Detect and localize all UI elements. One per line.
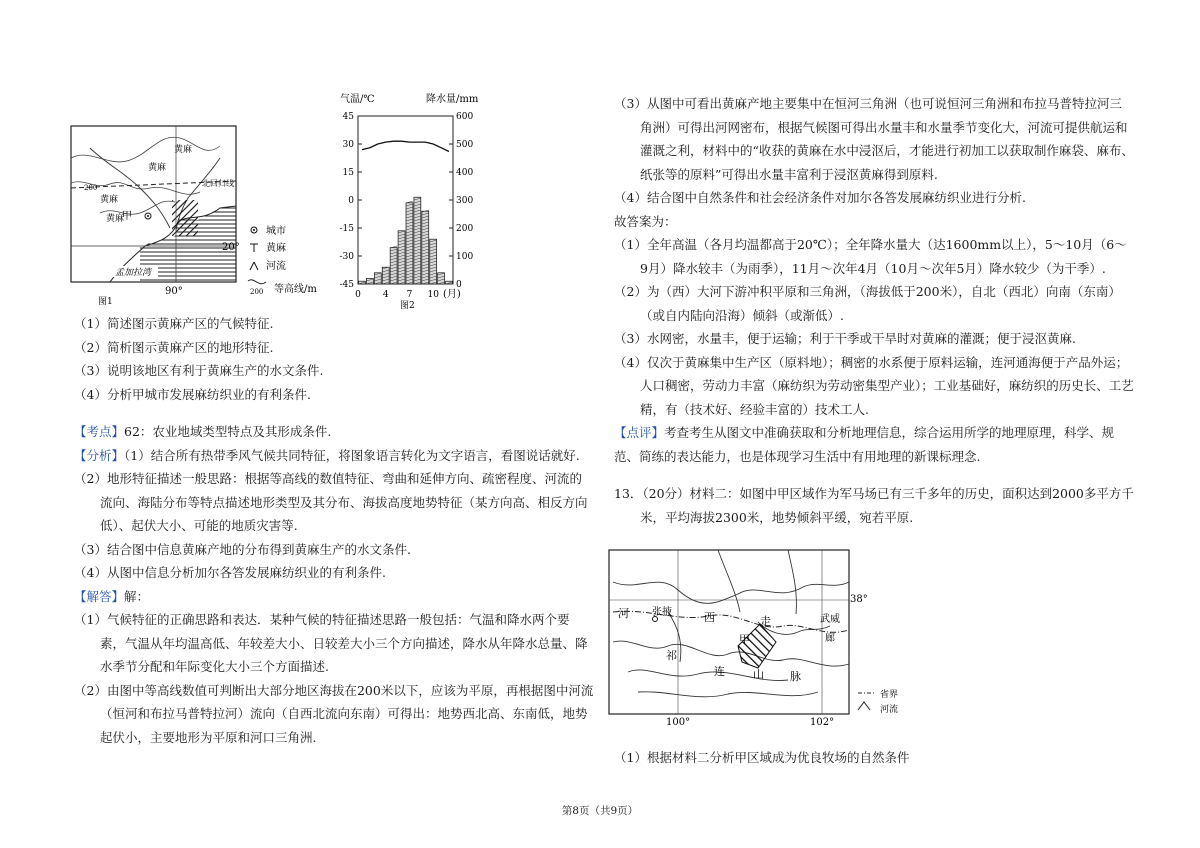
answer-analysis-4: （4）结合图中自然条件和社会经济条件对加尔各答发展麻纺织业进行分析.	[614, 190, 1026, 205]
y-right-tick-label: 200	[456, 224, 474, 234]
y-left-tick-label: -30	[339, 252, 354, 262]
y-right-tick-label: 600	[456, 112, 474, 122]
question-13-part-1: （1）根据材料二分析甲区域成为优良牧场的自然条件	[614, 750, 910, 765]
x-unit-label: (月)	[443, 289, 461, 300]
question-4: （4）分析甲城市发展麻纺织业的有利条件.	[74, 386, 311, 402]
jute-legend-icon	[250, 244, 258, 252]
y-right-tick-label: 400	[456, 168, 474, 178]
contour-legend-icon	[248, 280, 266, 284]
y-left-tick-label: 15	[342, 168, 354, 178]
map-label: 走	[760, 615, 771, 628]
figure-2-caption: 图2	[400, 301, 415, 310]
x-tick-label: 7	[406, 290, 413, 300]
jute-symbol: 黄麻	[100, 195, 119, 205]
answer-heading: 故答案为：	[614, 213, 677, 229]
legend-city-label: 城市	[266, 226, 286, 237]
y-right-tick-label: 100	[456, 252, 474, 262]
river-legend-icon	[250, 262, 258, 270]
jieda-tag: 【解答】	[74, 588, 125, 604]
legend-jute-label: 黄麻	[266, 243, 286, 254]
figure-3-map	[608, 542, 913, 728]
x-tick-label: 4	[382, 290, 389, 300]
map-label: 连	[714, 665, 725, 678]
legend-boundary-label: 省界	[880, 690, 899, 700]
y-left-tick-label: -15	[339, 224, 354, 234]
fenxi-paragraph	[74, 444, 594, 468]
question-13: 13．（20分）材料二：如图中甲区域作为军马场已有三千多年的历史，面积达到2000多平方千米，平均海拔2300米，地势倾斜平缓，宛若平原.	[614, 486, 1134, 525]
lon-label: 102°	[810, 717, 835, 728]
fenxi-item-4: （4）从图中信息分析加尔各答发展麻纺织业的有利条件.	[74, 565, 386, 580]
y-left-tick-label: 30	[342, 140, 354, 150]
temperature-line	[362, 141, 449, 151]
right-axis-title: 降水量/mm	[426, 94, 479, 105]
kaodian-tag: 【考点】	[74, 424, 125, 439]
lon-label: 100°	[666, 717, 691, 728]
legend-river-label: 河流	[266, 261, 286, 272]
map-label: 脉	[790, 670, 801, 683]
jute-symbol: 黄麻	[174, 145, 193, 155]
dianping-tag: 【点评】	[614, 425, 665, 440]
map-label: 西	[704, 611, 715, 624]
jieda-item-1: （1）气候特征的正确思路和表达．某种气候的特征描述思路一般包括：气温和降水两个要素，气温从年均温高低、年较差大小、日较差大小三个方向描述，降水从年降水总量、降水季节分配和年际变化大小三个方面描述.	[74, 612, 588, 674]
answer-1: （1）全年高温（各月均温都高于20℃）；全年降水量大（达1600mm以上），5～10月（6～9月）降水较丰（为雨季），11月～次年4月（10月～次年5月）降水较少（为干季）.	[614, 237, 1127, 276]
answer-4: （4）仅次于黄麻集中生产区（原料地）；稠密的水系便于原料运输，连河通海便于产品外运；人口稠密，劳动力丰富（麻纺织为劳动密集型产业）；工业基础好，麻纺织的历史长、工艺精，有（技术好、经验丰富的）技术工人.	[614, 354, 1134, 417]
jieda-paragraph	[74, 585, 594, 609]
map-label: 河	[618, 607, 629, 620]
bay-label: 孟加拉湾	[115, 268, 152, 278]
lon-label: 90°	[165, 286, 183, 297]
map-label: 山	[753, 668, 764, 681]
legend-contour-label: 等高线/m	[274, 284, 317, 295]
y-left-tick-label: 0	[348, 196, 354, 206]
map-label: 张掖	[652, 607, 672, 618]
lat-label: 20°	[222, 242, 240, 253]
legend-contour-value: 200	[250, 288, 264, 296]
y-right-tick-label: 500	[456, 140, 474, 150]
precipitation-bar	[382, 267, 389, 284]
legend-river-label: 河流	[880, 705, 899, 715]
x-tick-label: 10	[427, 290, 439, 300]
answer-2: （2）为（西）大河下游冲积平原和三角洲，（海拔低于200米），自北（西北）向南（东南）（或自内陆向沿海）倾斜（或渐低）.	[614, 284, 1121, 323]
precipitation-bar	[430, 239, 437, 284]
left-column	[74, 312, 594, 749]
figure-2-climate-chart	[330, 88, 495, 310]
lat-label: 38°	[850, 594, 868, 605]
y-left-tick-label: 45	[342, 112, 354, 122]
fenxi-item-2: （2）地形特征描述一般思路：根据等高线的数值特征、弯曲和延伸方向、疏密程度、河流的流向、海陆分布等特点描述地形类型及其分布、海拔高度地势特征（某方向高、相反方向低）、起伏大小、可能的地质灾害等.	[74, 471, 588, 533]
fenxi-tag: 【分析】	[74, 447, 125, 463]
answer-analysis-3: （3）从图中可看出黄麻产地主要集中在恒河三角洲（也可说恒河三角洲和布拉马普特拉河三角洲）可得出河网密布，根据气候图可得出水量丰和水量季节变化大，河流可提供航运和灌溉之利，材料中的“收获的黄麻在水中浸沤后，才能进行初加工以获取制作麻袋、麻布、纸张等的原料”可得出水量丰富利于浸沤黄麻得到原料.	[614, 96, 1134, 182]
map-label: 祁	[666, 649, 677, 662]
jute-symbol: 黄麻	[148, 163, 167, 173]
x-tick-label: 0	[355, 290, 361, 300]
dianping-paragraph	[614, 421, 1134, 468]
contour-label: 200	[84, 184, 98, 192]
figure-1-caption: 图1	[98, 297, 113, 307]
answer-3: （3）水网密，水量丰，便于运输；利于干季或干旱时对黄麻的灌溉；便于浸沤黄麻.	[614, 331, 1076, 346]
tropic-label: 北回归线	[202, 179, 234, 188]
question-2: （2）简析图示黄麻产区的地形特征.	[74, 339, 274, 355]
city-label: 甲	[122, 211, 132, 222]
question-1: （1）简述图示黄麻产区的气候特征.	[74, 316, 274, 331]
y-right-tick-label: 300	[456, 196, 474, 206]
kaodian-text: 62：农业地域类型特点及其形成条件.	[124, 424, 332, 439]
left-axis-title: 气温/℃	[340, 94, 375, 105]
y-right-tick-label: 0	[456, 280, 462, 290]
fenxi-item-3: （3）结合图中信息黄麻产地的分布得到黄麻生产的水文条件.	[74, 541, 411, 557]
jieda-text: 解：	[124, 588, 150, 604]
river-legend-icon	[858, 702, 870, 710]
map-label: 武威	[820, 614, 840, 625]
figure-1-map	[70, 118, 332, 308]
page-footer: 第8页（共9页）	[561, 805, 639, 817]
fenxi-item-1: （1）结合所有热带季风气候共同特征，将图象语言转化为文字语言，看图说话就好.	[124, 447, 580, 463]
map-label: 廊	[825, 633, 835, 644]
jute-symbol: 黄麻	[106, 214, 125, 224]
dianping-text: 考查考生从图文中准确获取和分析地理信息，综合运用所学的地理原理，科学、规范、简练的表达能力，也是体现学习生活中有用地理的新课标理念.	[614, 425, 1115, 464]
y-left-tick-label: -45	[339, 280, 354, 290]
kaodian-paragraph	[74, 420, 594, 444]
jieda-item-2: （2）由图中等高线数值可判断出大部分地区海拔在200米以下，应该为平原，再根据图中河流（恒河和布拉马普特拉河）流向（自西北流向东南）可得出：地势西北高、东南低，地势起伏小，主要地形为平原和河口三角洲.	[74, 682, 594, 745]
question-3: （3）说明该地区有利于黄麻生产的水文条件.	[74, 363, 324, 378]
map-label: 甲	[739, 633, 750, 646]
